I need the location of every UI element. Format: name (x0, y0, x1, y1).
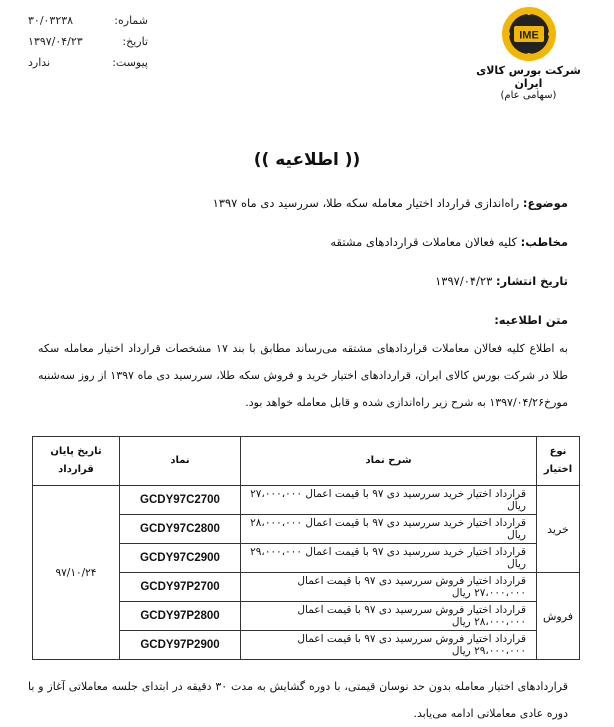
body-label: متن اطلاعیه: (494, 313, 568, 327)
contract-description: قرارداد اختیار خرید سررسید دی ۹۷ با قیمت اعمال ۲۹،۰۰۰،۰۰۰ ریال (241, 544, 537, 573)
publish-date-line (435, 274, 568, 288)
letter-number-label: شماره: (114, 14, 148, 27)
letter-attachment-value: ندارد (28, 56, 51, 69)
contract-description: قرارداد اختیار فروش سررسید دی ۹۷ با قیمت اعمال ۲۸،۰۰۰،۰۰۰ ریال (241, 602, 537, 631)
footer-paragraph: قراردادهای اختیار معامله بدون حد نوسان قیمتی، با دوره گشایش به مدت ۳۰ دقیقه در ابتدای جلسه معاملاتی آغاز و با دوره عادی معاملاتی ادامه می‌یابد. (28, 680, 568, 720)
contract-description: قرارداد اختیار خرید سررسید دی ۹۷ با قیمت اعمال ۲۸،۰۰۰،۰۰۰ ریال (241, 515, 537, 544)
letter-number-row (28, 10, 148, 31)
contract-symbol: GCDY97C2900 (120, 544, 241, 573)
body-label-line (494, 313, 568, 327)
logo-text: IME (518, 29, 539, 42)
audience-text: کلیه فعالان معاملات قراردادهای مشتقه (330, 235, 521, 249)
contract-symbol: GCDY97P2700 (120, 573, 241, 602)
subject-line (213, 196, 568, 210)
contract-description: قرارداد اختیار فروش سررسید دی ۹۷ با قیمت اعمال ۲۷،۰۰۰،۰۰۰ ریال (241, 573, 537, 602)
contract-symbol: GCDY97P2900 (120, 631, 241, 660)
audience-label: مخاطب: (520, 235, 568, 249)
publish-date-label: تاریخ انتشار: (495, 274, 568, 288)
table-row (33, 486, 580, 515)
table-header-row (33, 437, 580, 486)
contract-description: قرارداد اختیار خرید سررسید دی ۹۷ با قیمت اعمال ۲۷،۰۰۰،۰۰۰ ریال (241, 486, 537, 515)
letter-attachment-row (28, 52, 148, 73)
contract-description: قرارداد اختیار فروش سررسید دی ۹۷ با قیمت اعمال ۲۹،۰۰۰،۰۰۰ ریال (241, 631, 537, 660)
letter-metadata (28, 10, 148, 73)
contracts-table (32, 436, 580, 660)
audience-line (330, 235, 568, 249)
contract-symbol: GCDY97C2700 (120, 486, 241, 515)
company-logo (501, 6, 557, 62)
ime-logo-icon (501, 6, 557, 62)
header-option-type: نوع اختیار (537, 437, 580, 486)
company-logo-block (461, 6, 596, 101)
contract-expiry: ۹۷/۱۰/۲۴ (33, 486, 120, 660)
publish-date-text: ۱۳۹۷/۰۴/۲۳ (435, 274, 496, 288)
header-description: شرح نماد (241, 437, 537, 486)
header-symbol: نماد (120, 437, 241, 486)
option-type-call: خرید (537, 486, 580, 573)
letter-attachment-label: پیوست: (112, 56, 148, 69)
company-subtitle: (سهامی عام) (500, 90, 557, 101)
letter-date-row (28, 31, 148, 52)
letter-number-value: ۳۰/۰۳۲۳۸ (28, 14, 74, 27)
subject-text: راه‌اندازی قرارداد اختیار معامله سکه طلا، سررسید دی ماه ۱۳۹۷ (212, 196, 523, 210)
letter-date-label: تاریخ: (122, 35, 148, 48)
announcement-title: (( اطلاعیه )) (253, 150, 361, 170)
company-name: شرکت بورس کالای ایران (476, 64, 581, 90)
header-expiry: تاریخ پایان قرارداد (33, 437, 120, 486)
letter-date-value: ۱۳۹۷/۰۴/۲۳ (28, 35, 83, 48)
body-paragraph: به اطلاع کلیه فعالان معاملات قراردادهای مشتقه می‌رساند مطابق با بند ۱۷ مشخصات قرارداد اختیار معامله سکه طلا در شرکت بورس کالای ایران، قراردادهای اختیار خرید و فروش سکه طلا، سررسید دی ماه ۱۳۹۷ از روز سه‌شنبه مورخ۱۳۹۷/۰۴/۲۶ به شرح زیر راه‌اندازی شده و قابل معامله خواهد بود. (38, 342, 568, 409)
subject-label: موضوع: (522, 196, 568, 210)
contract-symbol: GCDY97P2800 (120, 602, 241, 631)
option-type-put: فروش (537, 573, 580, 660)
contract-symbol: GCDY97C2800 (120, 515, 241, 544)
